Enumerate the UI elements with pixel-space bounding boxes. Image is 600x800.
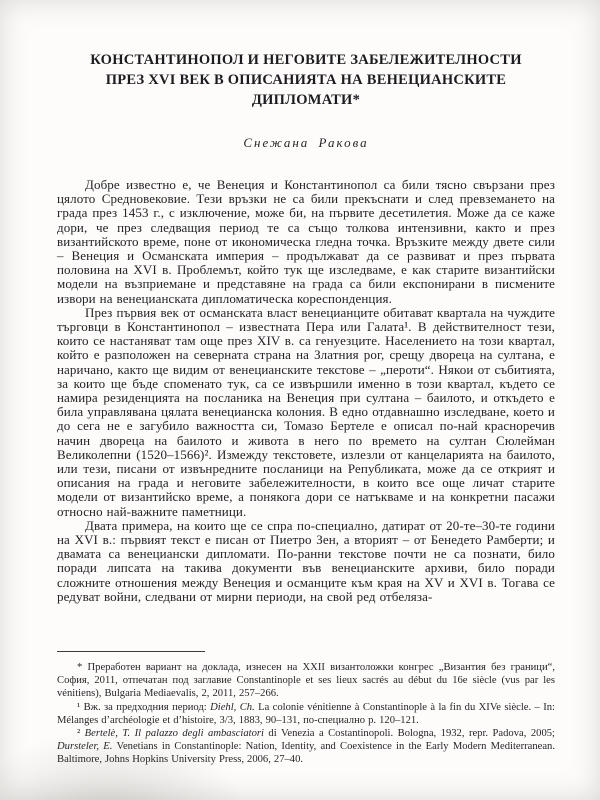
page-content [57,50,555,767]
footnote-text: Bertelè, T. Il palazzo degli ambasciatori [84,728,264,740]
footnote-text: Venetians in Constantinople: Nation, Identity, and Coexistence in the Early Modern Mediterranean. Baltimore, Johns Hopkins University Press, 2006, 27–40. [57,741,555,766]
page-title [57,50,555,110]
footnote-text: di Venezia a Costantinopoli. Bologna, 1932, repr. Padova, 2005; [263,728,555,740]
footnote-list [57,661,555,767]
footnote [57,727,555,767]
footnote-text: Вж. за предходния период: [83,701,211,713]
footnote [57,701,555,727]
article-body [57,178,555,640]
footnote-text: Преработен вариант на доклада, изнесен на XXII византоложки конгрес „Византия без граници“, София, 2011, отпечатан под заглавие Constantinople et ses lieux sacrés au début du 16e siècle (vus par les vénitiens), Bulgaria Mediaevalis, 2, 2011, 257–266. [57,662,555,700]
footnote-divider [57,651,205,652]
footnote-marker: ² [77,728,85,740]
footnote [57,661,555,701]
footnote-text: La colonie vénitienne à Constantinople à la fin du XIVe siècle. – In: Mélanges d’archéologie et d’histoire, 3/3, 1883, 90–131, по-специално p. 120–121. [57,701,555,726]
title-line-1: КОНСТАНТИНОПОЛ И НЕГОВИТЕ ЗАБЕЛЕЖИТЕЛНОСТИ [90,52,522,68]
footnote-text: Diehl, Ch. [210,701,255,713]
body-paragraph: Двата примера, на които ще се спра по-специално, датират от 20-те–30-те години на XVI в.: първият текст е писан от Пиетро Зен, а вторият – от Бенедето Рамберти; и двамата са венециански дипломати. По-ранни текстове почти не са познати, било поради липсата на такива документи във венецианските архиви, било поради сложните отношения между Венеция и османците към края на XV и XVI в. Тогава се редуват войни, следвани от мирни периоди, на свой ред отбеляза- [57,517,555,604]
footnote-marker: ¹ [77,701,84,713]
title-line-2: ПРЕЗ XVI ВЕК В ОПИСАНИЯТА НА ВЕНЕЦИАНСКИТЕ ДИПЛОМАТИ* [105,72,507,108]
author-name: Снежана Ракова [243,135,369,150]
footnote-marker: * [77,662,88,673]
body-paragraph: Добре известно е, че Венеция и Константинопол са били тясно свързани през цялото Средновековие. Тези връзки не са били прекъснати и след превземането на града през 1453 г., с изключение, може би, на първите десетилетия. Може да се каже дори, че през следващия период те са също толкова интензивни, както и през византийското време, поне от икономическа гледна точка. Връзките между двете сили – Венеция и Османската империя – продължават да се развиват и през първата половина на XVI в. Проблемът, който тук ще изследваме, е как старите византийски модели на възприемане и представяне на града са били експонирани в писмените извори на венецианската дипломатическа кореспонденция. [57,177,555,306]
body-paragraph: През първия век от османската власт венецианците обитават квартала на чуждите търговци в Константинопол – известната Пера или Галата¹. В действителност тези, които се настаняват там още през XIV в. са генуезците. Населението на този квартал, който е разположен на северната страна на Златния рог, срещу двореца на султана, е наричано, както ще видим от венецианските текстове – „пероти“. Някои от събитията, за които ще бъде споменато тук, са се извършили именно в този квартал, където се намира резиденцията на посланика на Венеция при султана – баилото, и откъдето е била управлявана цялата венецианска колония. В едно отдавнашно изследване, което и до сега не е загубило важността си, Томазо Бертеле е описал по-най красноречив начин двореца на баилото и живота в него по времето на султан Сюлейман Великолепни (1520–1566)². Измежду текстовете, излезли от канцеларията на баилото, или тези, писани от извънредните посланици на Републиката, може да се открият и описания на града и неговите забележителности, в които все още личат старите модели от византийско време, а понякога дори се натъкваме и на конкретни пасажи относно най-важните паметници. [57,304,555,519]
footnote-text: Dursteler, E. [57,741,113,753]
